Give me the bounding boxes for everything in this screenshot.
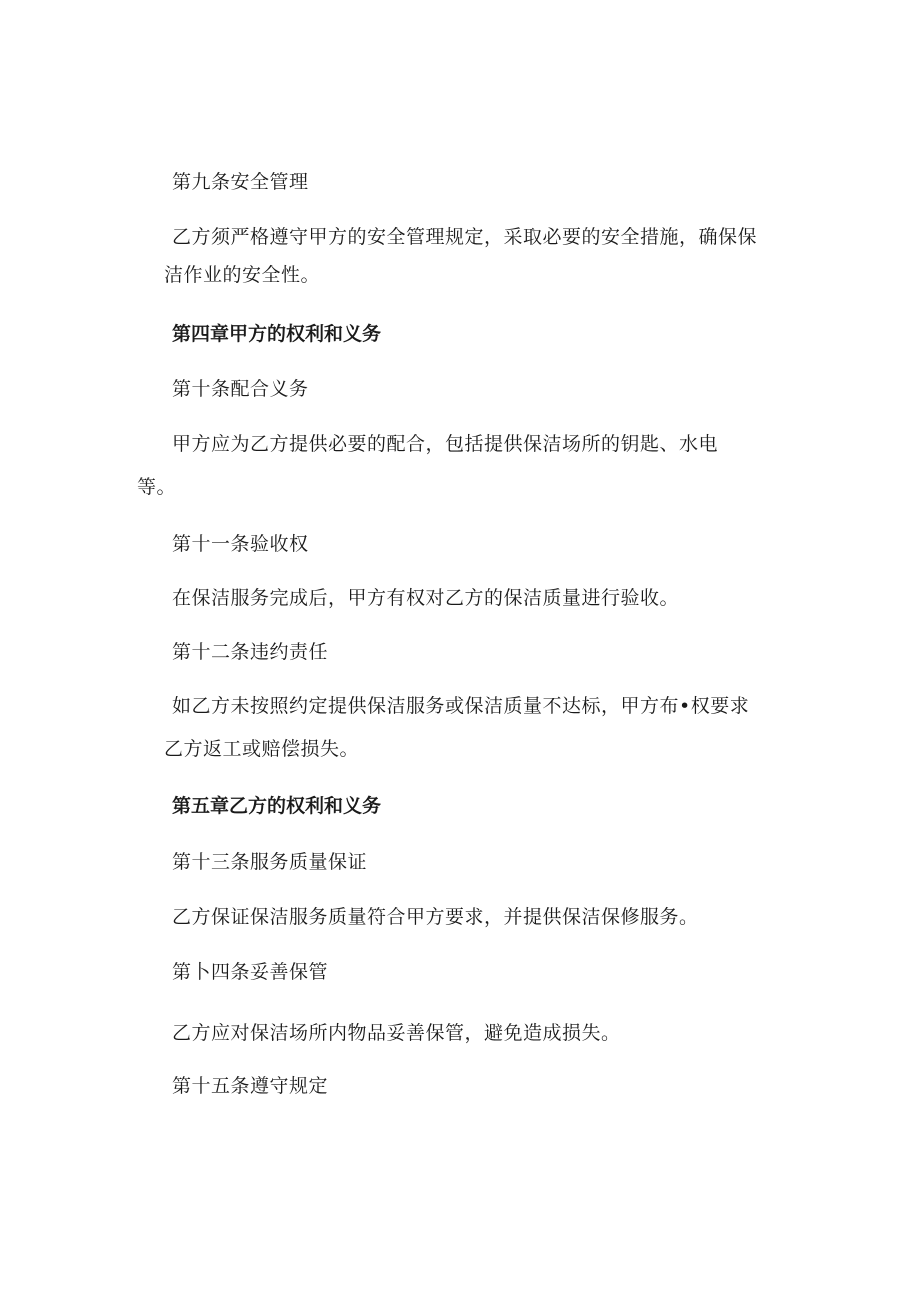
article-9-title: 第九条安全管理: [172, 171, 309, 193]
article-9-body-line-2: 洁作业的安全性。: [164, 264, 321, 286]
article-13-body: 乙方保证保洁服务质量符合甲方要求，并提供保洁保修服务。: [172, 906, 699, 928]
article-11-title: 第十一条验收权: [172, 533, 309, 555]
article-13-title: 第十三条服务质量保证: [172, 851, 368, 873]
article-12-title: 第十二条违约责任: [172, 641, 329, 663]
article-10-body-line-1: 甲方应为乙方提供必要的配合，包括提供保洁场所的钥匙、水电: [172, 433, 719, 455]
article-15-title: 第十五条遵守规定: [172, 1075, 329, 1097]
article-10-body-line-2: 等。: [137, 476, 177, 498]
chapter-4-title: 第四章甲方的权利和义务: [172, 323, 382, 345]
article-12-body-line-1: 如乙方未按照约定提供保洁服务或保洁质量不达标，甲方布•权要求: [172, 695, 750, 717]
article-14-body: 乙方应对保洁场所内物品妥善保管，避免造成损失。: [172, 1022, 621, 1044]
article-12-body-line-2: 乙方返工或赔偿损失。: [164, 738, 360, 760]
article-14-title: 第卜四条妥善保管: [172, 961, 329, 983]
article-9-body-line-1: 乙方须严格遵守甲方的安全管理规定，采取必要的安全措施，确保保: [172, 226, 758, 248]
chapter-5-title: 第五章乙方的权利和义务: [172, 795, 382, 817]
article-10-title: 第十条配合义务: [172, 378, 309, 400]
article-11-body: 在保洁服务完成后，甲方有权对乙方的保洁质量进行验收。: [172, 587, 680, 609]
